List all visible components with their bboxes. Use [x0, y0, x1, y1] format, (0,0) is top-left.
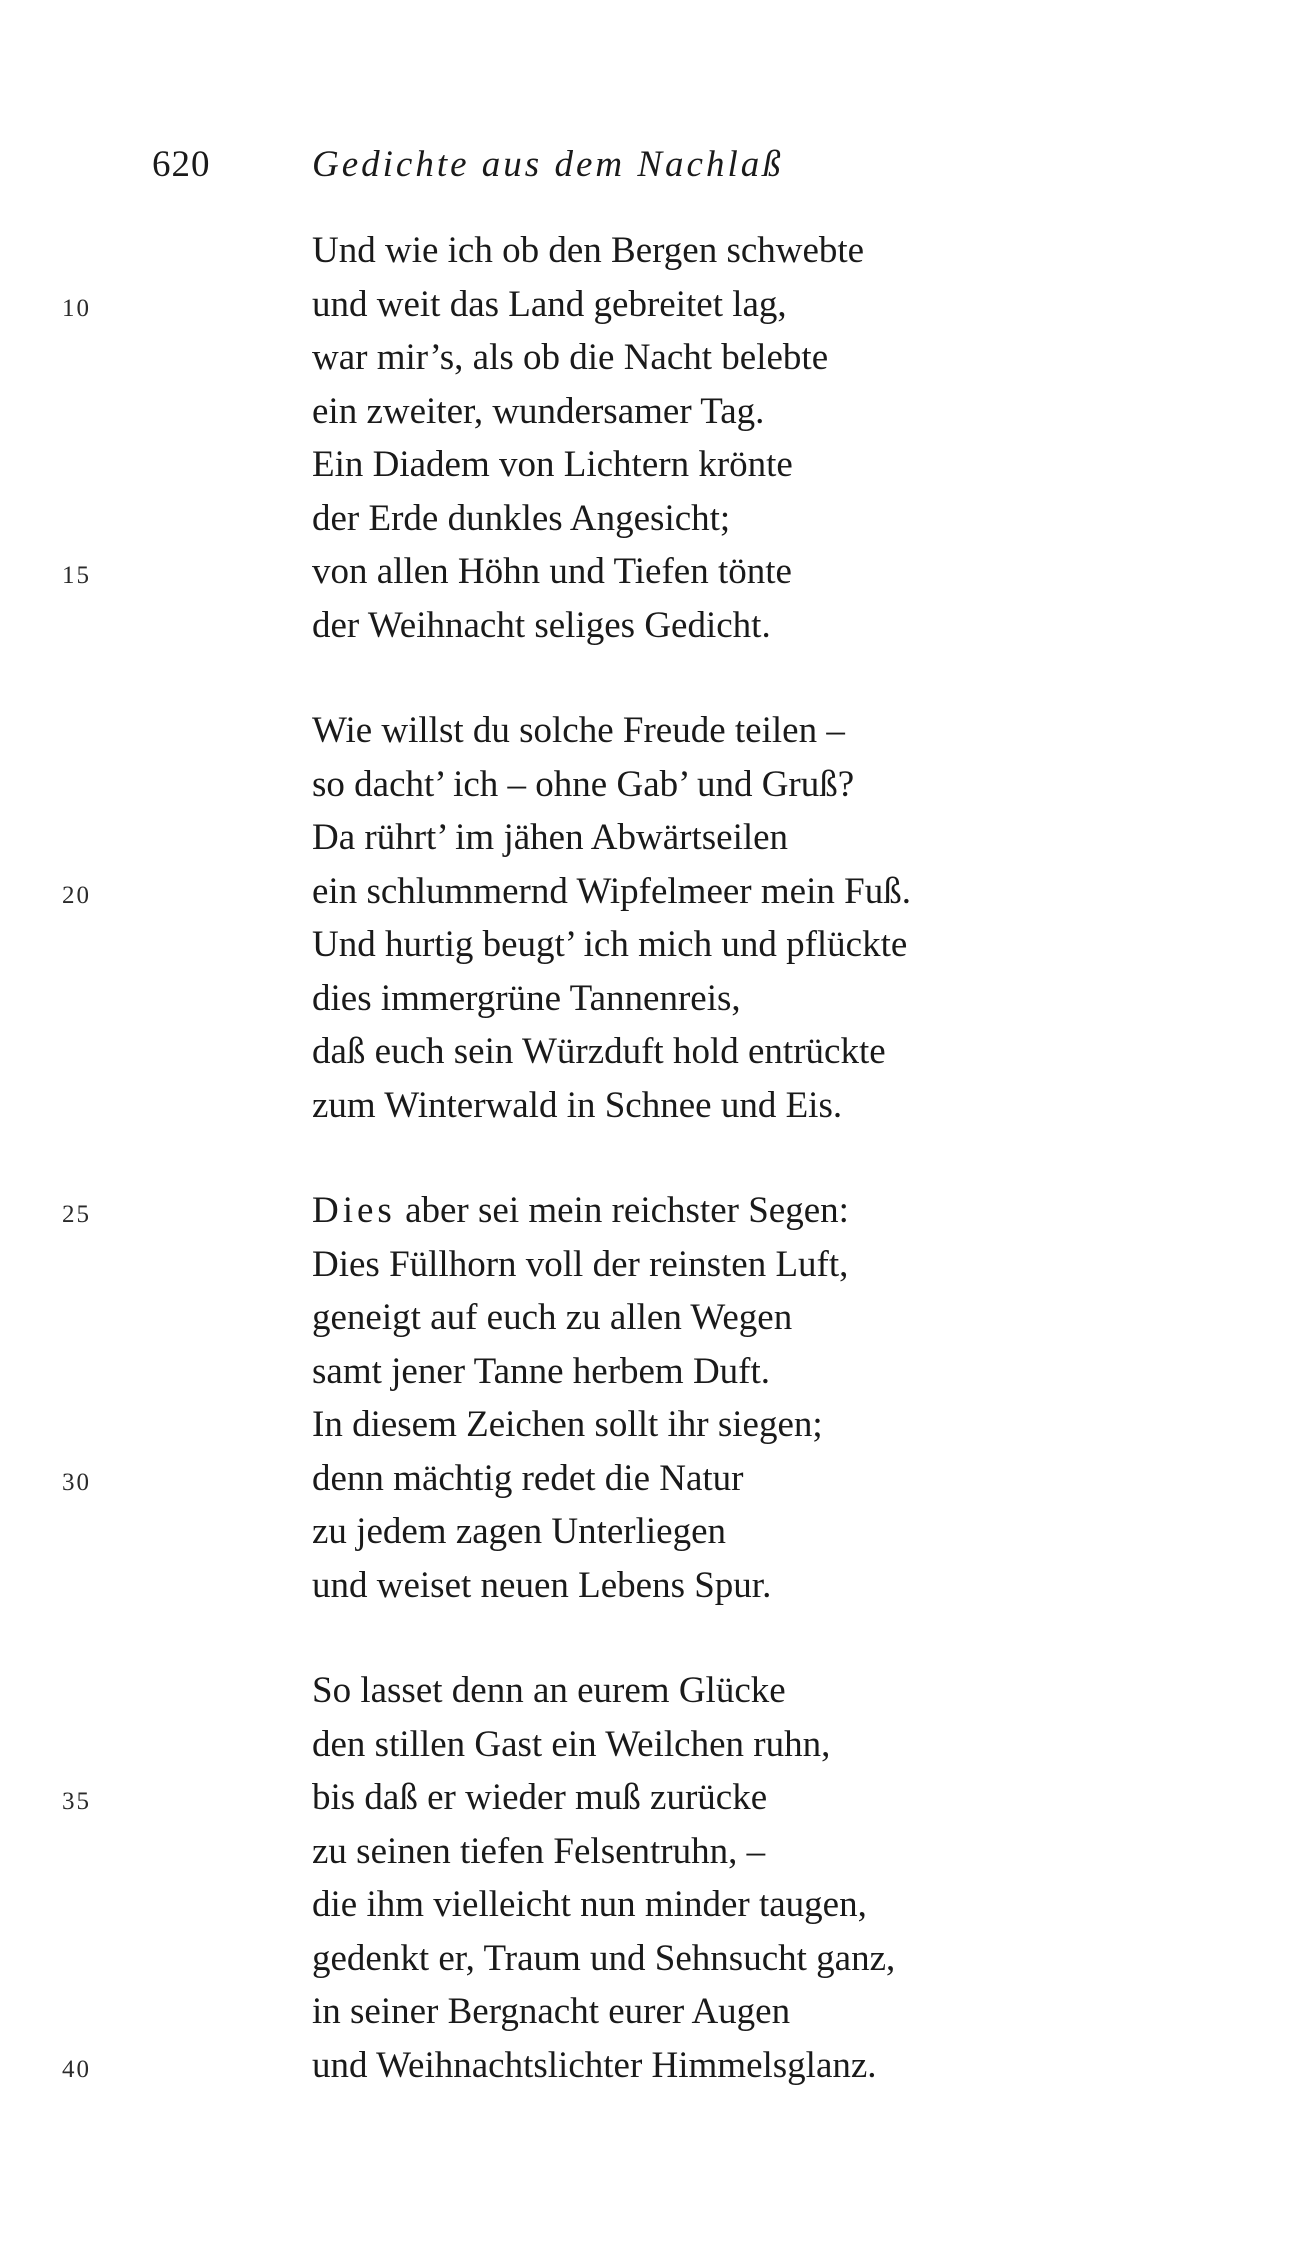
poem-line: [312, 758, 1232, 812]
line-text: Und hurtig beugt’ ich mich und pflückte: [312, 924, 908, 965]
stanza: [62, 224, 1232, 652]
poem-line: [312, 1238, 1232, 1292]
line-text: denn mächtig redet die Natur: [312, 1457, 744, 1499]
line-text: In diesem Zeichen sollt ihr siegen;: [312, 1404, 823, 1445]
line-number: 25: [62, 1201, 91, 1228]
line-text: gedenkt er, Traum und Sehnsucht ganz,: [312, 1937, 896, 1979]
poem-line: [312, 224, 1232, 278]
poem-line: [312, 1291, 1232, 1345]
line-text: war mir’s, als ob die Nacht belebte: [312, 337, 829, 378]
line-number: 35: [62, 1788, 91, 1815]
poem-line: [62, 278, 1232, 332]
poem-line: [312, 811, 1232, 865]
poem-line: [312, 1505, 1232, 1559]
poem-line: [62, 2039, 1232, 2093]
line-text: zu jedem zagen Unterliegen: [312, 1511, 726, 1552]
poem: [62, 224, 1232, 2144]
line-text: von allen Höhn und Tiefen tönte: [312, 551, 792, 592]
stanza: [62, 1664, 1232, 2092]
poem-line: [62, 545, 1232, 599]
poem-line: [312, 599, 1232, 653]
poem-line: [312, 1718, 1232, 1772]
poem-line: [312, 385, 1232, 439]
poem-line: [312, 972, 1232, 1026]
line-number: 20: [62, 881, 91, 909]
poem-line: [312, 1025, 1232, 1079]
line-number: 10: [62, 294, 91, 322]
poem-line: [312, 331, 1232, 385]
line-text: Ein Diadem von Lichtern krönte: [312, 444, 793, 485]
line-text: samt jener Tanne herbem Duft.: [312, 1350, 771, 1392]
line-text: die ihm vielleicht nun minder taugen,: [312, 1884, 867, 1925]
line-text: Wie willst du solche Freude teilen –: [312, 710, 845, 751]
spaced-lead-word: Dies: [312, 1190, 396, 1231]
page-header: [0, 140, 1294, 190]
line-text: ein schlummernd Wipfelmeer mein Fuß.: [312, 870, 911, 912]
line-text: daß euch sein Würzduft hold entrückte: [312, 1031, 886, 1072]
poem-line: [312, 704, 1232, 758]
poem-line: [312, 1932, 1232, 1986]
running-title: Gedichte aus dem Nachlaß: [312, 144, 784, 185]
poem-line: [62, 1184, 1232, 1238]
line-text: ein zweiter, wundersamer Tag.: [312, 390, 765, 432]
poem-line: [312, 1664, 1232, 1718]
line-text: der Erde dunkles Angesicht;: [312, 497, 731, 539]
line-text: und Weihnachtslichter Himmelsglanz.: [312, 2044, 877, 2086]
poem-line: [312, 1079, 1232, 1133]
line-text: so dacht’ ich – ohne Gab’ und Gruß?: [312, 763, 855, 805]
line-text: zu seinen tiefen Felsentruhn, –: [312, 1830, 766, 1872]
stanza: [62, 1184, 1232, 1612]
poem-line: [312, 918, 1232, 972]
poem-line: [62, 1452, 1232, 1506]
line-text: der Weihnacht seliges Gedicht.: [312, 604, 771, 646]
poem-line: [62, 865, 1232, 919]
poem-line: [312, 1398, 1232, 1452]
line-text-rest: aber sei mein reichster Segen:: [395, 1190, 849, 1231]
line-text: Da rührt’ im jähen Abwärtseilen: [312, 817, 789, 858]
line-number: 15: [62, 562, 91, 589]
line-text: in seiner Bergnacht eurer Augen: [312, 1991, 791, 2032]
line-text: geneigt auf euch zu allen Wegen: [312, 1297, 793, 1338]
line-text: und weiset neuen Lebens Spur.: [312, 1564, 772, 1606]
page-number: 620: [152, 144, 211, 185]
poem-line: [312, 1878, 1232, 1932]
poem-line: [62, 1771, 1232, 1825]
line-number: 30: [62, 1468, 91, 1496]
poem-line: [312, 1985, 1232, 2039]
line-number: 40: [62, 2055, 91, 2083]
stanza: [62, 704, 1232, 1132]
poem-line: [312, 1559, 1232, 1613]
line-text: Dies Füllhorn voll der reinsten Luft,: [312, 1243, 849, 1285]
line-text: bis daß er wieder muß zurücke: [312, 1777, 768, 1818]
poem-line: [312, 1345, 1232, 1399]
line-text: und weit das Land gebreitet lag,: [312, 283, 787, 325]
line-text: So lasset denn an eurem Glücke: [312, 1670, 786, 1711]
line-text: dies immergrüne Tannenreis,: [312, 977, 741, 1019]
line-text: zum Winterwald in Schnee und Eis.: [312, 1084, 843, 1126]
line-text: [312, 1184, 849, 1238]
poem-line: [312, 492, 1232, 546]
poem-line: [312, 1825, 1232, 1879]
line-text: Und wie ich ob den Bergen schwebte: [312, 230, 865, 271]
poem-line: [312, 438, 1232, 492]
line-text: den stillen Gast ein Weilchen ruhn,: [312, 1723, 831, 1765]
